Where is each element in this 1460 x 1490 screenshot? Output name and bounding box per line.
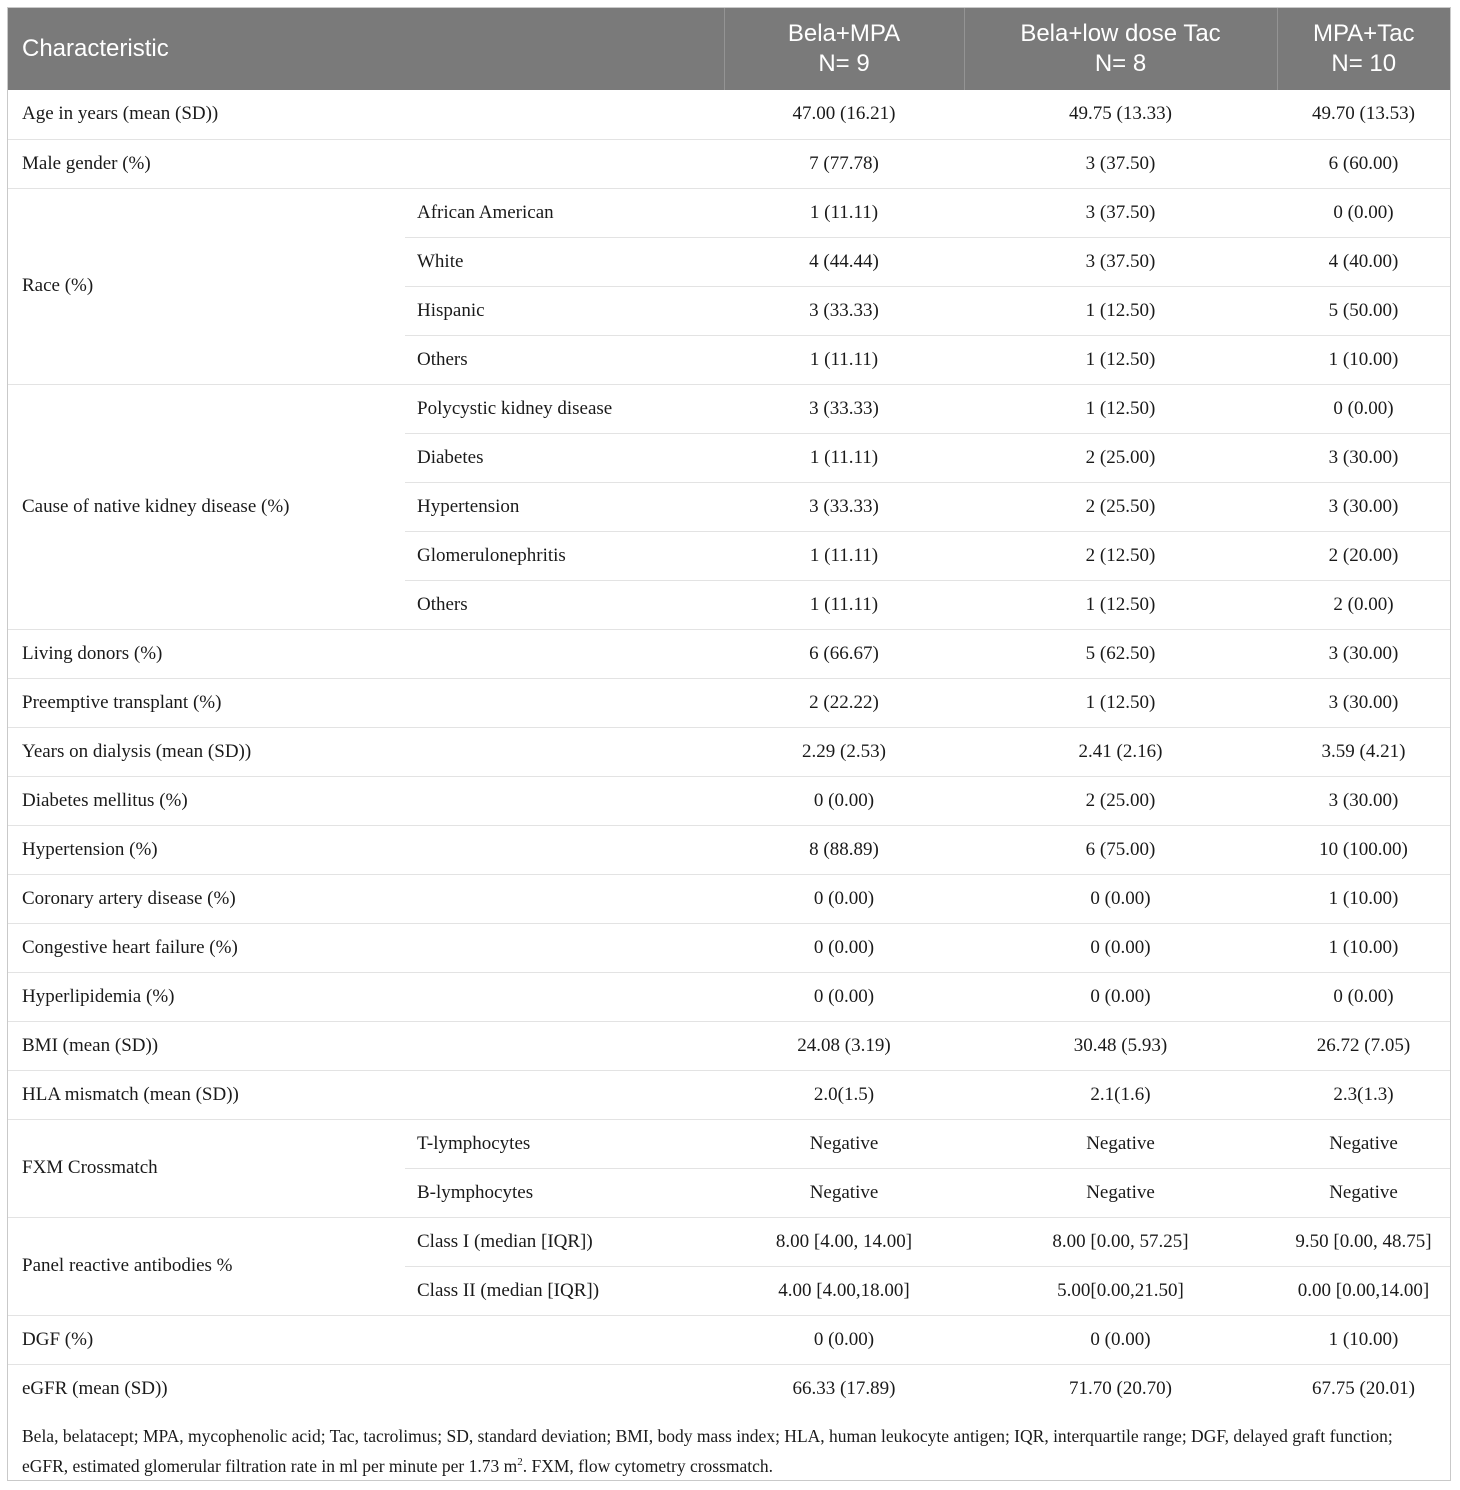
table-row: [8, 1070, 1450, 1119]
row-sublabel: Glomerulonephritis: [405, 531, 724, 580]
cell-value: 1 (11.11): [724, 580, 964, 629]
group-name: Bela+low dose Tac: [1020, 20, 1221, 47]
table-header: [8, 8, 1450, 90]
row-label: Diabetes mellitus (%): [8, 776, 405, 825]
table-frame: [7, 7, 1451, 1481]
row-label: FXM Crossmatch: [8, 1119, 405, 1217]
cell-value: Negative: [724, 1119, 964, 1168]
cell-value: 0 (0.00): [964, 874, 1277, 923]
table-row: [8, 923, 1450, 972]
group-n: N= 8: [1094, 50, 1147, 77]
row-label: eGFR (mean (SD)): [22, 1377, 168, 1399]
cell-value: 3 (30.00): [1277, 629, 1450, 678]
cell-value: 2.3(1.3): [1277, 1070, 1450, 1119]
cell-value: Negative: [964, 1168, 1277, 1217]
row-sublabel: [405, 139, 724, 188]
cell-value: 6 (60.00): [1277, 139, 1450, 188]
cell-value: 0 (0.00): [1277, 188, 1450, 237]
row-sublabel: Hypertension: [405, 482, 724, 531]
cell-value: 1 (12.50): [964, 580, 1277, 629]
cell-value: 3 (30.00): [1277, 678, 1450, 727]
table-footnote: [22, 1423, 1438, 1479]
cell-value: 2.0(1.5): [724, 1070, 964, 1119]
cell-value: 1 (12.50): [964, 286, 1277, 335]
row-sublabel: [405, 90, 724, 139]
row-sublabel: African American: [405, 188, 724, 237]
cell-value: 6 (66.67): [724, 629, 964, 678]
cell-value: 1 (10.00): [1277, 335, 1450, 384]
cell-value: 6 (75.00): [964, 825, 1277, 874]
cell-value: 3 (37.50): [964, 139, 1277, 188]
cell-value: 8.00 [4.00, 14.00]: [724, 1217, 964, 1266]
cell-value: 0 (0.00): [964, 1315, 1277, 1364]
cell-value: 1 (10.00): [1277, 874, 1450, 923]
cell-value: 3 (30.00): [1277, 776, 1450, 825]
row-sublabel: [405, 727, 724, 776]
cell-value: 67.75 (20.01): [1312, 1377, 1415, 1399]
cell-value: Negative: [1277, 1119, 1450, 1168]
table-row: [8, 972, 1450, 1021]
header-group-bela-tac: [964, 8, 1277, 90]
row-sublabel: Hispanic: [405, 286, 724, 335]
table-row: [8, 678, 1450, 727]
footnote-tail: . FXM, flow cytometry crossmatch.: [522, 1455, 774, 1476]
table-row: [8, 1315, 1450, 1364]
row-sublabel: [405, 923, 724, 972]
cell-value: 1 (12.50): [964, 678, 1277, 727]
row-sublabel: [405, 776, 724, 825]
row-label: Race (%): [8, 188, 405, 384]
cell-value: 5.00[0.00,21.50]: [964, 1266, 1277, 1315]
cell-value: 5 (62.50): [964, 629, 1277, 678]
row-sublabel: [405, 1021, 724, 1070]
row-sublabel: Class I (median [IQR]): [405, 1217, 724, 1266]
cell-value: 1 (12.50): [964, 384, 1277, 433]
cell-value: 2 (22.22): [724, 678, 964, 727]
cell-value: 1 (12.50): [964, 335, 1277, 384]
footnote-superscript: 2: [517, 1456, 523, 1468]
cell-value: 10 (100.00): [1277, 825, 1450, 874]
cell-value: 9.50 [0.00, 48.75]: [1277, 1217, 1450, 1266]
row-label: Hyperlipidemia (%): [8, 972, 405, 1021]
cell-value: 1 (10.00): [1277, 1315, 1450, 1364]
cell-value: 8.00 [0.00, 57.25]: [964, 1217, 1277, 1266]
cell-value: 8 (88.89): [724, 825, 964, 874]
row-label: Cause of native kidney disease (%): [8, 384, 405, 629]
cell-value: 2 (0.00): [1277, 580, 1450, 629]
cell-value: 2.41 (2.16): [964, 727, 1277, 776]
cell-value: 0 (0.00): [724, 1315, 964, 1364]
table-row: [8, 188, 1450, 237]
table-row: [8, 825, 1450, 874]
row-label: Male gender (%): [8, 139, 405, 188]
cell-value: 2 (25.50): [964, 482, 1277, 531]
cell-value: Negative: [724, 1168, 964, 1217]
table-body: [8, 90, 1450, 1413]
cell-value: 47.00 (16.21): [724, 90, 964, 139]
row-sublabel: [405, 1315, 724, 1364]
cell-value: 2.1(1.6): [964, 1070, 1277, 1119]
cell-value: 2.29 (2.53): [724, 727, 964, 776]
cell-value: 49.75 (13.33): [964, 90, 1277, 139]
row-label: HLA mismatch (mean (SD)): [8, 1070, 405, 1119]
row-sublabel: Others: [405, 335, 724, 384]
cell-value: 2 (20.00): [1277, 531, 1450, 580]
cell-value: 0 (0.00): [1277, 972, 1450, 1021]
row-sublabel: [405, 1070, 724, 1119]
cell-value: 0 (0.00): [724, 972, 964, 1021]
characteristics-table: [8, 8, 1450, 1413]
cell-value: 1 (11.11): [724, 433, 964, 482]
cell-value: 49.70 (13.53): [1277, 90, 1450, 139]
row-sublabel: Class II (median [IQR]): [405, 1266, 724, 1315]
cell-value: 2 (25.00): [964, 776, 1277, 825]
cell-value: 1 (11.11): [724, 188, 964, 237]
header-blank: [405, 8, 724, 90]
row-label: Coronary artery disease (%): [8, 874, 405, 923]
table-row: [8, 874, 1450, 923]
row-sublabel: [405, 972, 724, 1021]
cell-value: 66.33 (17.89): [792, 1377, 896, 1399]
cell-value: 0 (0.00): [724, 923, 964, 972]
cell-value: 4 (40.00): [1277, 237, 1450, 286]
table-row: [8, 776, 1450, 825]
cell-value: 3 (33.33): [724, 286, 964, 335]
table-row: [8, 1119, 1450, 1168]
cell-value: Negative: [964, 1119, 1277, 1168]
cell-value: 3 (37.50): [964, 188, 1277, 237]
cell-value: 7 (77.78): [724, 139, 964, 188]
group-n: N= 9: [818, 50, 870, 77]
row-label: Panel reactive antibodies %: [8, 1217, 405, 1315]
row-label: DGF (%): [8, 1315, 405, 1364]
table-row: [8, 139, 1450, 188]
table-row: [8, 727, 1450, 776]
cell-value: 1 (10.00): [1277, 923, 1450, 972]
cell-value: 0 (0.00): [1277, 384, 1450, 433]
row-sublabel: White: [405, 237, 724, 286]
cell-value: 4 (44.44): [724, 237, 964, 286]
cell-value: 1 (11.11): [724, 335, 964, 384]
row-sublabel: Diabetes: [405, 433, 724, 482]
row-label: Congestive heart failure (%): [8, 923, 405, 972]
cell-value: 3 (33.33): [724, 482, 964, 531]
cell-value: 0 (0.00): [964, 972, 1277, 1021]
header-group-bela-mpa: [724, 8, 964, 90]
row-label: Living donors (%): [8, 629, 405, 678]
cell-value: 26.72 (7.05): [1277, 1021, 1450, 1070]
cell-value: 3 (30.00): [1277, 482, 1450, 531]
table-row: [8, 384, 1450, 433]
table-row: [8, 1217, 1450, 1266]
cell-value: 4.00 [4.00,18.00]: [724, 1266, 964, 1315]
cell-value: 3 (33.33): [724, 384, 964, 433]
cell-value: 0 (0.00): [724, 874, 964, 923]
row-sublabel: [405, 678, 724, 727]
table-row: [8, 1364, 1450, 1413]
cell-value: 2 (12.50): [964, 531, 1277, 580]
table-row: [8, 1021, 1450, 1070]
row-sublabel: [405, 825, 724, 874]
row-sublabel: T-lymphocytes: [405, 1119, 724, 1168]
cell-value: 30.48 (5.93): [964, 1021, 1277, 1070]
row-label: Hypertension (%): [8, 825, 405, 874]
row-label: Preemptive transplant (%): [8, 678, 405, 727]
group-name: MPA+Tac: [1312, 20, 1415, 47]
cell-value: 71.70 (20.70): [1069, 1377, 1172, 1399]
group-name: Bela+MPA: [787, 20, 901, 47]
table-row: [8, 629, 1450, 678]
table-row: [8, 90, 1450, 139]
row-sublabel: Others: [405, 580, 724, 629]
cell-value: 2 (25.00): [964, 433, 1277, 482]
row-sublabel: [405, 629, 724, 678]
cell-value: 1 (11.11): [724, 531, 964, 580]
row-sublabel: Polycystic kidney disease: [405, 384, 724, 433]
row-sublabel: [405, 874, 724, 923]
footnote-text: Bela, belatacept; MPA, mycophenolic acid; Tac, tacrolimus; SD, standard deviation; BMI, body mass index; HLA, human leukocyte antigen; IQR, interquartile range; DGF, delayed graft function; eGFR, estimated glomerular filtration rate in ml per minute per 1.73 m: [22, 1426, 1393, 1476]
cell-value: 3 (37.50): [964, 237, 1277, 286]
row-sublabel: B-lymphocytes: [405, 1168, 724, 1217]
row-sublabel: [405, 1364, 724, 1413]
cell-value: 0.00 [0.00,14.00]: [1277, 1266, 1450, 1315]
cell-value: 5 (50.00): [1277, 286, 1450, 335]
row-label: Years on dialysis (mean (SD)): [8, 727, 405, 776]
cell-value: Negative: [1277, 1168, 1450, 1217]
row-label: BMI (mean (SD)): [8, 1021, 405, 1070]
cell-value: 3.59 (4.21): [1277, 727, 1450, 776]
cell-value: 0 (0.00): [724, 776, 964, 825]
header-group-mpa-tac: [1277, 8, 1450, 90]
cell-value: 24.08 (3.19): [724, 1021, 964, 1070]
cell-value: 3 (30.00): [1277, 433, 1450, 482]
row-label: Age in years (mean (SD)): [8, 90, 405, 139]
cell-value: 0 (0.00): [964, 923, 1277, 972]
header-characteristic: Characteristic: [22, 35, 169, 62]
group-n: N= 10: [1331, 50, 1397, 77]
